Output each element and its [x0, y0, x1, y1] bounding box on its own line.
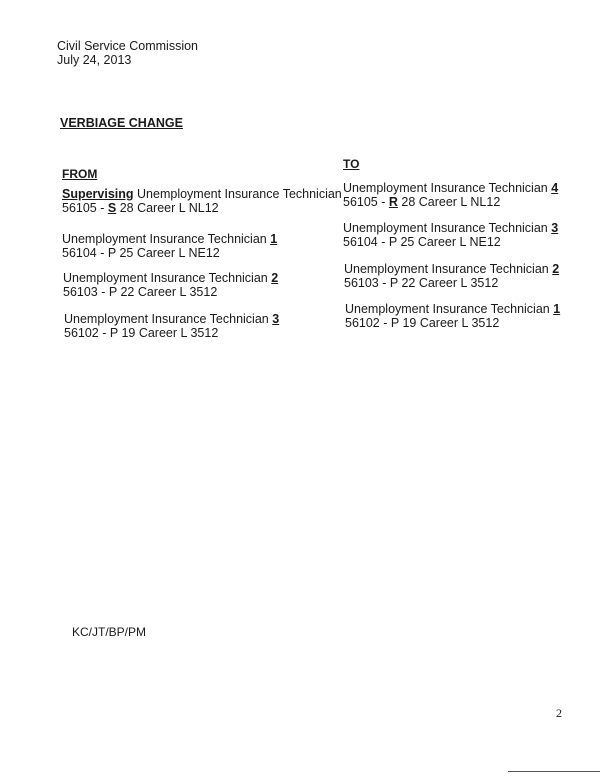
to-entry-4-title-em: 1	[553, 302, 561, 316]
from-entry-1-code-b: 28 Career L NL12	[116, 201, 219, 215]
from-heading: FROM	[62, 167, 98, 181]
to-entry-1-title-em: 4	[551, 181, 559, 195]
from-entry-1-code-a: 56105 -	[62, 201, 108, 215]
from-entry-2	[62, 232, 277, 260]
to-entry-4-title-text: Unemployment Insurance Technician	[345, 302, 554, 316]
from-entry-1-title-prefix: Supervising	[62, 187, 134, 201]
page-number: 2	[556, 706, 562, 720]
from-entry-3-title	[63, 271, 278, 285]
from-entry-1-title-text: Unemployment Insurance Technician	[133, 187, 342, 201]
to-entry-1-code	[343, 195, 558, 209]
to-entry-4-title	[345, 302, 560, 316]
from-entry-4	[64, 312, 279, 340]
from-entry-2-title-em: 1	[270, 232, 278, 246]
to-entry-3	[344, 262, 559, 290]
to-entry-4	[345, 302, 560, 330]
to-entry-2-code: 56104 - P 25 Career L NE12	[343, 235, 501, 249]
from-entry-2-code: 56104 - P 25 Career L NE12	[62, 246, 220, 260]
to-entry-2-title-text: Unemployment Insurance Technician	[343, 221, 552, 235]
to-entry-3-title	[344, 262, 559, 276]
author-initials: KC/JT/BP/PM	[72, 625, 147, 639]
to-entry-2-title-em: 3	[551, 221, 559, 235]
to-entry-3-code: 56103 - P 22 Career L 3512	[344, 276, 499, 290]
from-entry-2-title-text: Unemployment Insurance Technician	[62, 232, 271, 246]
to-entry-1-code-a: 56105 -	[343, 195, 389, 209]
to-entry-1-code-b: 28 Career L NL12	[397, 195, 501, 209]
to-entry-1-title	[343, 181, 558, 195]
to-entry-1	[343, 181, 558, 209]
from-entry-1-code-em: S	[107, 201, 117, 215]
to-heading: TO	[343, 157, 360, 171]
from-entry-1	[62, 187, 342, 215]
to-entry-1-title-text: Unemployment Insurance Technician	[343, 181, 552, 195]
from-entry-1-title	[62, 187, 342, 201]
from-entry-2-title	[62, 232, 277, 246]
from-entry-4-code: 56102 - P 19 Career L 3512	[64, 326, 219, 340]
scan-edge-line	[508, 771, 600, 772]
to-entry-4-code: 56102 - P 19 Career L 3512	[345, 316, 500, 330]
from-entry-3-title-text: Unemployment Insurance Technician	[63, 271, 272, 285]
from-entry-4-title-text: Unemployment Insurance Technician	[64, 312, 273, 326]
from-entry-4-title-em: 3	[272, 312, 280, 326]
section-title: VERBIAGE CHANGE	[60, 116, 183, 130]
organization-name: Civil Service Commission	[57, 39, 198, 53]
document-date: July 24, 2013	[57, 53, 132, 67]
to-entry-2-title	[343, 221, 558, 235]
to-entry-3-title-em: 2	[552, 262, 560, 276]
from-entry-3-title-em: 2	[271, 271, 279, 285]
from-entry-3-code: 56103 - P 22 Career L 3512	[63, 285, 218, 299]
to-entry-3-title-text: Unemployment Insurance Technician	[344, 262, 553, 276]
to-entry-1-code-em: R	[388, 195, 398, 209]
from-entry-4-title	[64, 312, 279, 326]
from-entry-3	[63, 271, 278, 299]
to-entry-2	[343, 221, 558, 249]
from-entry-1-code	[62, 201, 342, 215]
